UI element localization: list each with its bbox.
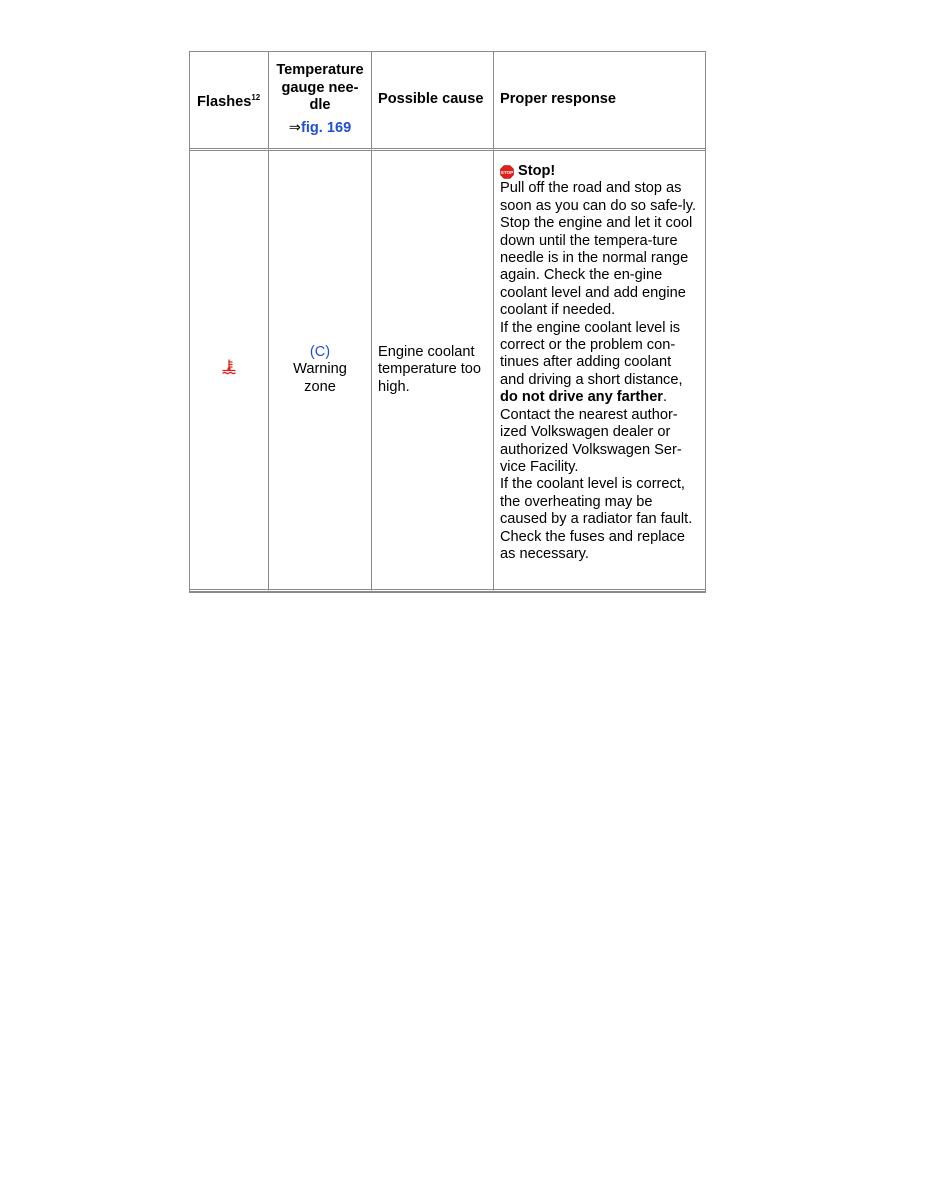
table-header-row xyxy=(190,52,705,151)
gauge-zone-cell xyxy=(269,151,372,592)
svg-text:STOP: STOP xyxy=(500,169,514,175)
footnote-marker: 12 xyxy=(251,92,261,102)
possible-cause-cell: Engine coolant temperature too high. xyxy=(372,151,494,592)
warning-light-table xyxy=(189,51,706,593)
figure-reference xyxy=(269,120,371,137)
response-paragraph-2-end: . xyxy=(663,389,668,406)
table-row xyxy=(190,151,705,592)
zone-letter: (C) xyxy=(309,343,331,360)
stop-heading xyxy=(500,163,697,180)
response-paragraph-2 xyxy=(500,320,697,407)
proper-response-cell xyxy=(494,151,705,592)
fig-169-link[interactable]: fig. 169 xyxy=(300,120,352,137)
header-flashes-label: Flashes xyxy=(197,93,252,110)
symbol-cell xyxy=(190,151,269,592)
zone-label: Warning zone xyxy=(293,361,347,395)
response-paragraph-2-intro: If the engine coolant level is correct or the problem con-tinues after adding coolant and driving a short distance, xyxy=(500,319,683,388)
header-possible-cause: Possible cause xyxy=(372,52,494,151)
reference-arrow: ⇒ xyxy=(288,120,301,137)
stop-sign-icon xyxy=(500,165,514,179)
response-paragraph-3: Contact the nearest author-ized Volkswagen dealer or authorized Volkswagen Ser-vice Facility. xyxy=(500,406,682,475)
header-gauge-label: Temperature gauge nee-dle xyxy=(276,62,364,113)
coolant-temperature-warning-icon xyxy=(222,359,236,375)
stop-label: Stop! xyxy=(518,163,556,179)
response-paragraph-1: Pull off the road and stop as soon as you can do so safe-ly. Stop the engine and let it cool down until the tempera-ture needle is in the normal range again. Check the en-gine coolant level and add engine coolant if needed. xyxy=(500,180,697,319)
response-paragraph-2-bold: do not drive any farther xyxy=(500,389,663,406)
header-proper-response: Proper response xyxy=(494,52,705,151)
header-flashes xyxy=(190,52,269,151)
header-gauge xyxy=(269,52,372,151)
response-paragraph-4: If the coolant level is correct, the overheating may be caused by a radiator fan fault. Check the fuses and replace as necessary. xyxy=(500,476,693,562)
